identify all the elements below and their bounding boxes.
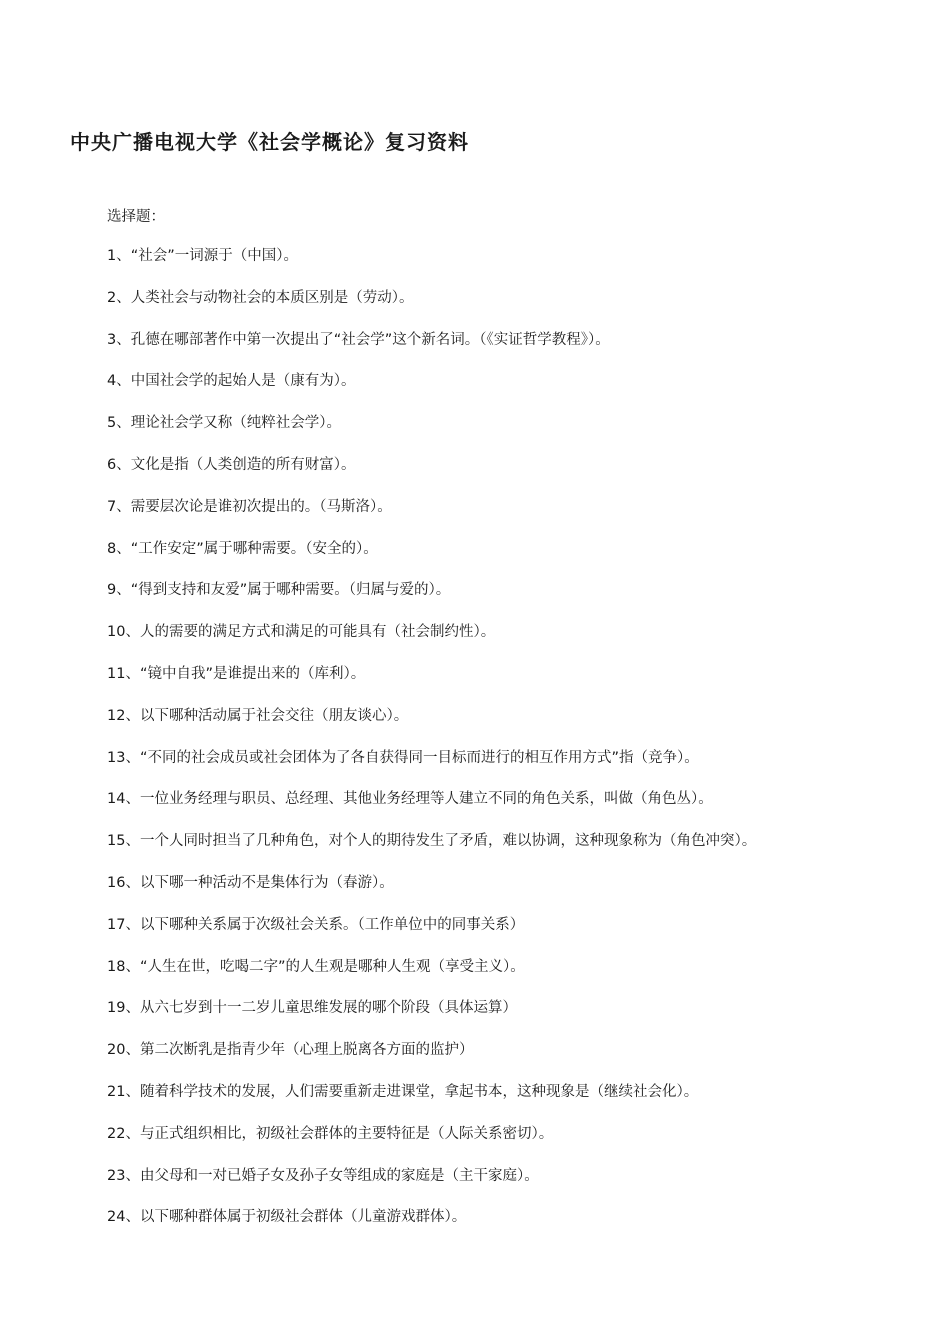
section-label-multiple-choice: 选择题：: [107, 209, 165, 225]
question-item: 16、以下哪一种活动不是集体行为（春游）。: [107, 874, 394, 891]
question-item: 11、“镜中自我”是谁提出来的（库利）。: [107, 665, 366, 682]
question-item: 20、第二次断乳是指青少年（心理上脱离各方面的监护）: [107, 1042, 474, 1059]
question-item: 8、“工作安定”属于哪种需要。（安全的）。: [107, 540, 378, 557]
question-item: 5、理论社会学又称（纯粹社会学）。: [107, 415, 341, 432]
question-item: 13、“不同的社会成员或社会团体为了各自获得同一目标而进行的相互作用方式”指（竞争）。: [107, 749, 699, 766]
question-list: [107, 246, 937, 1249]
document-title: 中央广播电视大学《社会学概论》复习资料: [70, 130, 469, 154]
question-item: 3、孔德在哪部著作中第一次提出了“社会学”这个新名词。（《实证哲学教程》）。: [107, 331, 610, 348]
question-item: 7、需要层次论是谁初次提出的。（马斯洛）。: [107, 498, 392, 515]
question-item: 14、一位业务经理与职员、总经理、其他业务经理等人建立不同的角色关系，叫做（角色丛）。: [107, 791, 713, 808]
question-item: 19、从六七岁到十一二岁儿童思维发展的哪个阶段（具体运算）: [107, 1000, 517, 1017]
question-item: 9、“得到支持和友爱”属于哪种需要。（归属与爱的）。: [107, 582, 451, 599]
question-item: 10、人的需要的满足方式和满足的可能具有（社会制约性）。: [107, 624, 496, 641]
question-item: 21、随着科学技术的发展，人们需要重新走进课堂，拿起书本，这种现象是（继续社会化）。: [107, 1083, 699, 1100]
question-item: 15、一个人同时担当了几种角色，对个人的期待发生了矛盾，难以协调，这种现象称为（角色冲突）。: [107, 833, 757, 850]
question-item: 2、人类社会与动物社会的本质区别是（劳动）。: [107, 289, 414, 306]
question-item: 17、以下哪种关系属于次级社会关系。（工作单位中的同事关系）: [107, 916, 525, 933]
question-item: 4、中国社会学的起始人是（康有为）。: [107, 373, 356, 390]
question-item: 12、以下哪种活动属于社会交往（朋友谈心）。: [107, 707, 409, 724]
question-item: 6、文化是指（人类创造的所有财富）。: [107, 456, 356, 473]
question-item: 23、由父母和一对已婚子女及孙子女等组成的家庭是（主干家庭）。: [107, 1167, 539, 1184]
question-item: 18、“人生在世，吃喝二字”的人生观是哪种人生观（享受主义）。: [107, 958, 525, 975]
question-item: 1、“社会”一词源于（中国）。: [107, 248, 298, 264]
question-item: 24、以下哪种群体属于初级社会群体（儿童游戏群体）。: [107, 1209, 467, 1226]
question-item: 22、与正式组织相比，初级社会群体的主要特征是（人际关系密切）。: [107, 1125, 554, 1142]
